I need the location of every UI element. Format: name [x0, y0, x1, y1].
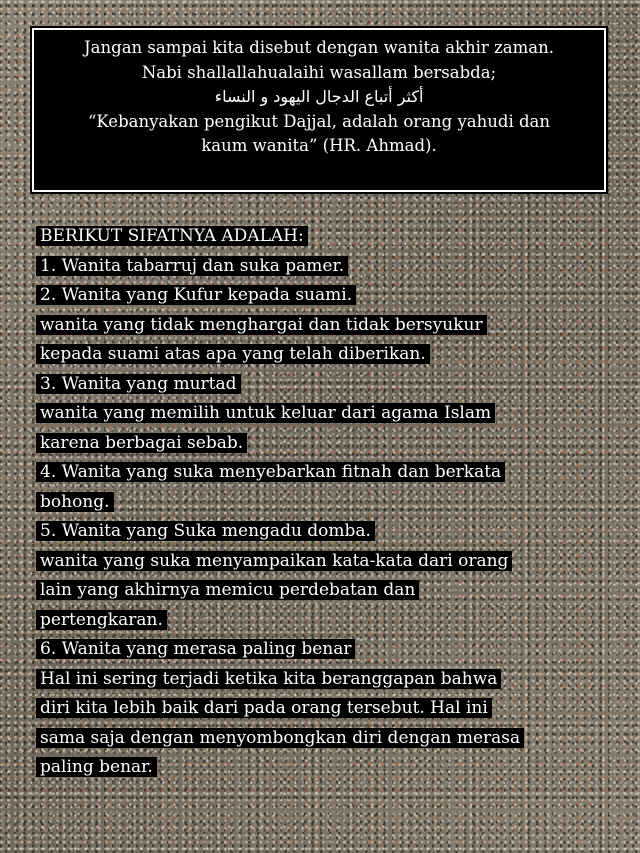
list-line: 2. Wanita yang Kufur kepada suami. — [36, 281, 606, 311]
list-line: 3. Wanita yang murtad — [36, 370, 606, 400]
list-line: 1. Wanita tabarruj dan suka pamer. — [36, 252, 606, 282]
list-line: wanita yang memilih untuk keluar dari agama Islam — [36, 399, 606, 429]
hadith-quote-box — [32, 28, 606, 192]
list-line: 5. Wanita yang Suka mengadu domba. — [36, 517, 606, 547]
quote-line-2: Nabi shallallahualaihi wasallam bersabda; — [141, 62, 497, 82]
list-line: Hal ini sering terjadi ketika kita beranggapan bahwa — [36, 665, 606, 695]
list-line: karena berbagai sebab. — [36, 429, 606, 459]
list-line: wanita yang suka menyampaikan kata-kata dari orang — [36, 547, 606, 577]
list-line: 6. Wanita yang merasa paling benar — [36, 635, 606, 665]
list-line: kepada suami atas apa yang telah diberikan. — [36, 340, 606, 370]
list-line: pertengkaran. — [36, 606, 606, 636]
list-line: bohong. — [36, 488, 606, 518]
quote-line-4: kaum wanita” (HR. Ahmad). — [201, 136, 437, 155]
traits-list — [36, 222, 606, 783]
quote-line-3: “Kebanyakan pengikut Dajjal, adalah orang yahudi dan — [87, 111, 550, 131]
list-heading: BERIKUT SIFATNYA ADALAH: — [36, 222, 606, 252]
list-line: wanita yang tidak menghargai dan tidak bersyukur — [36, 311, 606, 341]
list-line: diri kita lebih baik dari pada orang tersebut. Hal ini — [36, 694, 606, 724]
list-line: sama saja dengan menyombongkan diri dengan merasa — [36, 724, 606, 754]
list-line: paling benar. — [36, 753, 606, 783]
quote-line-1: Jangan sampai kita disebut dengan wanita akhir zaman. — [84, 38, 554, 57]
list-line: 4. Wanita yang suka menyebarkan fitnah dan berkata — [36, 458, 606, 488]
list-line: lain yang akhirnya memicu perdebatan dan — [36, 576, 606, 606]
quote-arabic: أكثر أتباع الدجال اليهود و النساء — [214, 87, 424, 106]
